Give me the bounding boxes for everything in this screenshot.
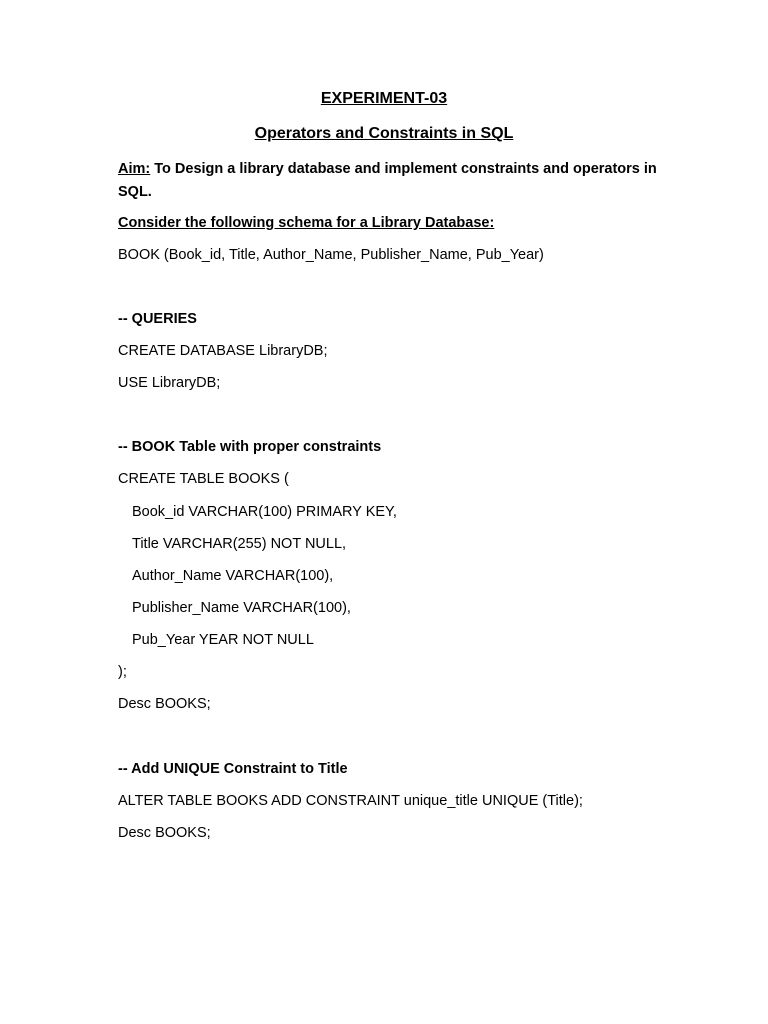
column-book-id: Book_id VARCHAR(100) PRIMARY KEY, [132,504,397,520]
unique-constraint-heading: -- Add UNIQUE Constraint to Title [118,761,348,777]
aim-text: To Design a library database and implement constraints and operators in [150,161,657,177]
create-table-close: ); [118,664,127,680]
column-title: Title VARCHAR(255) NOT NULL, [132,536,347,552]
queries-heading: -- QUERIES [118,311,197,327]
column-pub-year: Pub_Year YEAR NOT NULL [132,632,314,648]
create-table-statement: CREATE TABLE BOOKS ( [118,471,289,487]
desc-statement: Desc BOOKS; [118,696,211,712]
alter-table-statement: ALTER TABLE BOOKS ADD CONSTRAINT unique_title UNIQUE (Title); [118,793,583,809]
aim-label: Aim: [118,161,151,177]
create-database-statement: CREATE DATABASE LibraryDB; [118,343,328,359]
column-author-name: Author_Name VARCHAR(100), [132,568,334,584]
aim-line [118,159,657,179]
desc-statement-2: Desc BOOKS; [118,825,211,841]
book-table-heading: -- BOOK Table with proper constraints [118,439,382,455]
experiment-title: EXPERIMENT-03 [320,90,448,107]
use-database-statement: USE LibraryDB; [118,375,221,391]
schema-definition: BOOK (Book_id, Title, Author_Name, Publisher_Name, Pub_Year) [118,247,544,263]
document-subtitle: Operators and Constraints in SQL [254,125,514,142]
aim-text-continued: SQL. [118,184,152,200]
schema-heading: Consider the following schema for a Library Database: [118,215,495,231]
column-publisher-name: Publisher_Name VARCHAR(100), [132,600,351,616]
